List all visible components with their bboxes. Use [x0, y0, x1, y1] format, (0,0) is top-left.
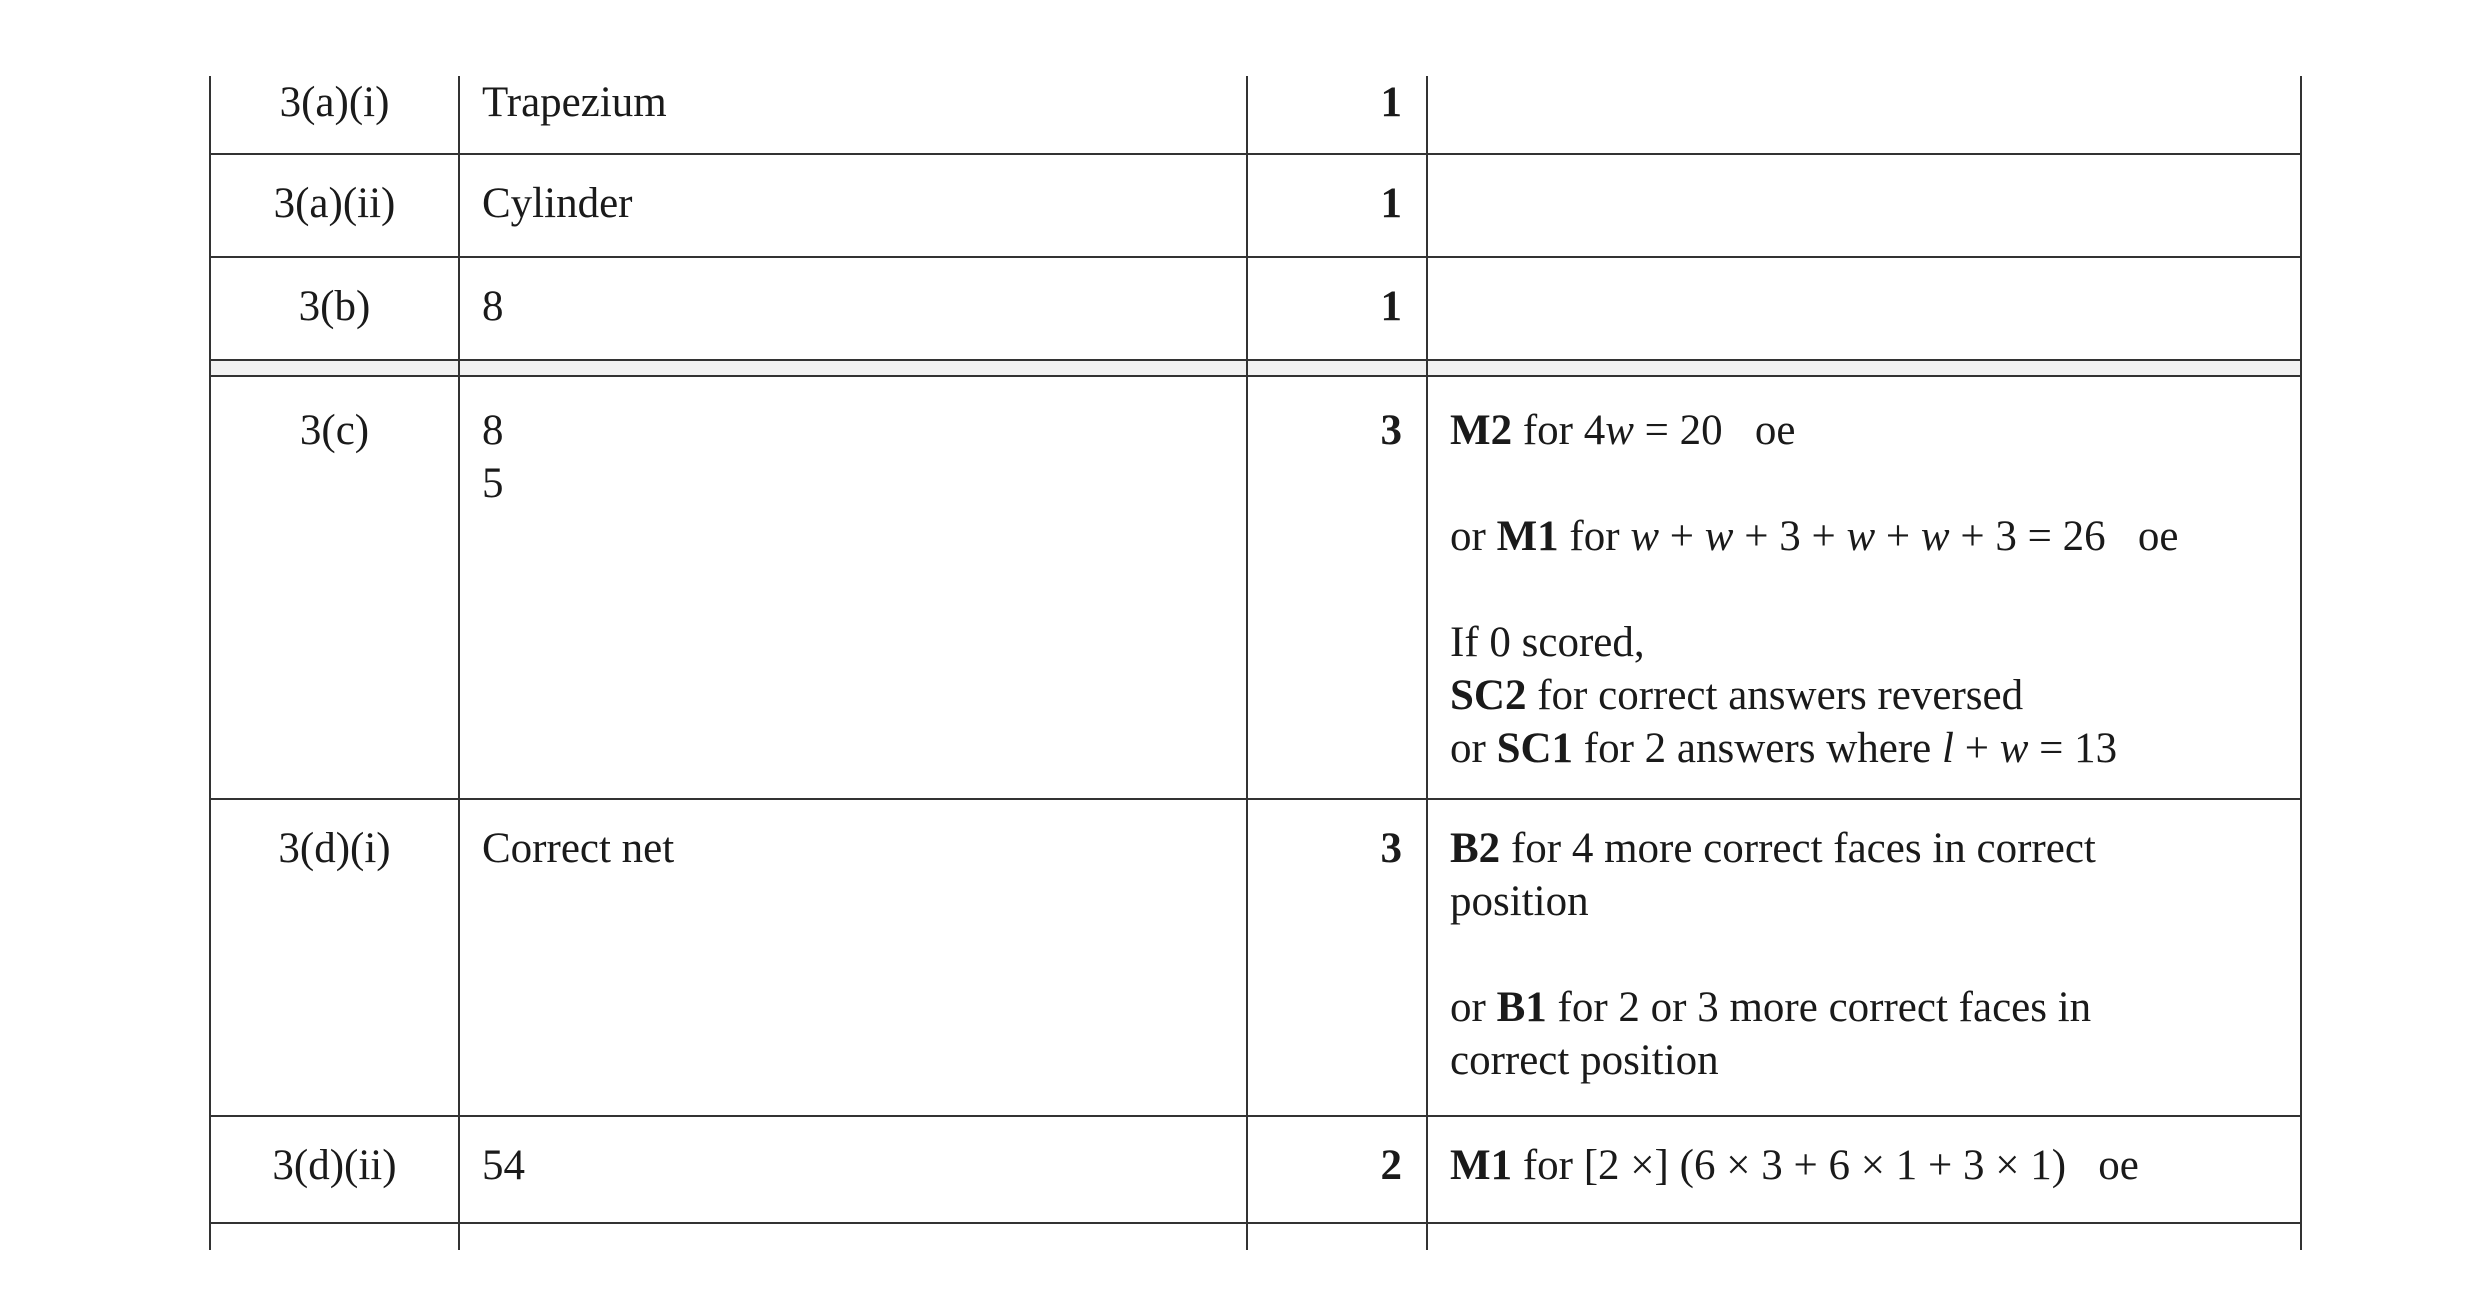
note-line: or SC1 for 2 answers where l + w = 13	[1450, 725, 2118, 772]
note-line: or M1 for w + w + 3 + w + w + 3 = 26 oe	[1450, 513, 2179, 560]
note-line: B2 for 4 more correct faces in correct	[1450, 825, 2096, 872]
answer-cell	[460, 800, 1248, 1115]
answer-text: 8	[482, 283, 504, 330]
question-number: 3(a)(i)	[209, 76, 460, 153]
question-number: 3(d)(i)	[209, 800, 460, 1115]
marks-cell: 3	[1248, 800, 1428, 1115]
question-number: 3(b)	[209, 258, 460, 359]
partial-marks-cell	[1428, 76, 2302, 153]
marks-cell: 1	[1248, 258, 1428, 359]
answer-cell	[460, 258, 1248, 359]
table-row	[209, 155, 2302, 258]
answer-text: Trapezium	[482, 79, 667, 126]
marks-cell: 3	[1248, 377, 1428, 798]
answer-cell	[460, 155, 1248, 256]
answer-cell	[460, 76, 1248, 153]
marks-cell: 1	[1248, 155, 1428, 256]
marks-cell: 1	[1248, 76, 1428, 153]
answer-text: Cylinder	[482, 180, 633, 227]
partial-marks-cell	[1428, 377, 2302, 798]
table-row	[209, 1117, 2302, 1224]
answer-cell	[460, 377, 1248, 798]
answer-text: 54	[482, 1142, 525, 1189]
note-line: SC2 for correct answers reversed	[1450, 672, 2024, 719]
note-line: position	[1450, 878, 1589, 925]
table-continuation	[209, 1224, 2302, 1250]
partial-marks-cell	[1428, 155, 2302, 256]
answer-line: 8	[482, 407, 504, 454]
table-row	[209, 377, 2302, 800]
answer-text: Correct net	[482, 825, 675, 872]
table-row	[209, 800, 2302, 1117]
partial-marks-cell	[1428, 1117, 2302, 1222]
question-number: 3(d)(ii)	[209, 1117, 460, 1222]
note-line: M1 for [2 ×] (6 × 3 + 6 × 1 + 3 × 1) oe	[1450, 1142, 2139, 1189]
table-row	[209, 258, 2302, 359]
answer-line: 5	[482, 460, 504, 507]
mark-scheme-table	[209, 76, 2302, 1250]
note-line: correct position	[1450, 1037, 1719, 1084]
marks-cell: 2	[1248, 1117, 1428, 1222]
partial-marks-cell	[1428, 258, 2302, 359]
question-number: 3(a)(ii)	[209, 155, 460, 256]
note-line: M2 for 4w = 20 oe	[1450, 407, 1796, 454]
row-separator	[209, 359, 2302, 377]
partial-marks-cell	[1428, 800, 2302, 1115]
note-line: or B1 for 2 or 3 more correct faces in	[1450, 984, 2092, 1031]
table-row	[209, 76, 2302, 155]
note-line: If 0 scored,	[1450, 619, 1645, 666]
answer-cell	[460, 1117, 1248, 1222]
question-number: 3(c)	[209, 377, 460, 798]
